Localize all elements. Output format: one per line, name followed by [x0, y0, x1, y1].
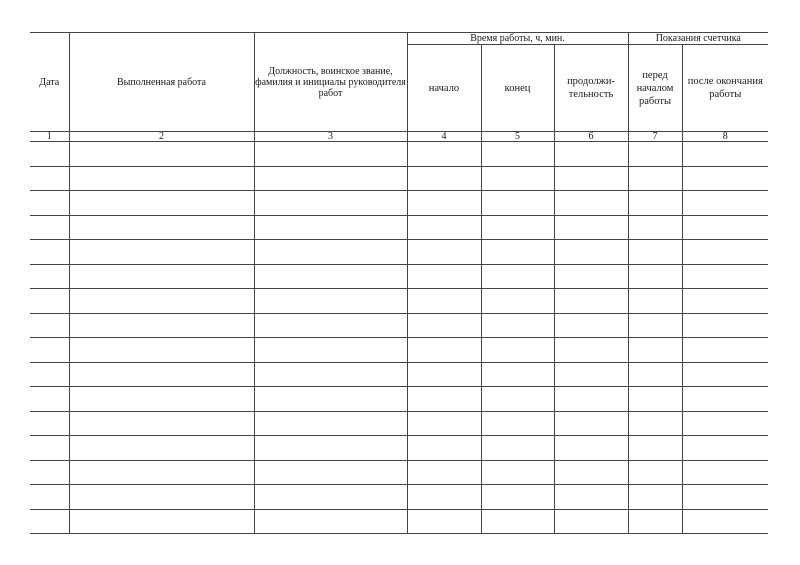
table-cell[interactable]: [554, 411, 628, 436]
table-cell[interactable]: [254, 460, 407, 485]
table-cell[interactable]: [682, 436, 768, 461]
table-cell[interactable]: [554, 509, 628, 534]
table-cell[interactable]: [69, 313, 254, 338]
table-cell[interactable]: [254, 142, 407, 167]
table-row: [30, 313, 768, 338]
table-cell[interactable]: [407, 338, 481, 363]
table-cell[interactable]: [69, 411, 254, 436]
work-log-table: [30, 32, 768, 534]
table-cell[interactable]: [407, 436, 481, 461]
table-cell[interactable]: [628, 215, 682, 240]
table-cell[interactable]: [407, 485, 481, 510]
table-row: [30, 215, 768, 240]
table-row: [30, 436, 768, 461]
table-cell[interactable]: [30, 509, 69, 534]
table-cell[interactable]: [481, 460, 554, 485]
table-cell[interactable]: [554, 191, 628, 216]
header-time-group: Время работы, ч, мин.: [407, 33, 628, 45]
table-cell[interactable]: [682, 142, 768, 167]
table-row: [30, 485, 768, 510]
table-cell[interactable]: [254, 191, 407, 216]
table-row: [30, 240, 768, 265]
table-cell[interactable]: [682, 313, 768, 338]
table-cell[interactable]: [30, 485, 69, 510]
table-cell[interactable]: [407, 142, 481, 167]
table-cell[interactable]: [628, 191, 682, 216]
table-cell[interactable]: [69, 166, 254, 191]
table-cell[interactable]: [69, 436, 254, 461]
table-cell[interactable]: [682, 411, 768, 436]
table-row: [30, 460, 768, 485]
table-cell[interactable]: [554, 289, 628, 314]
table-cell[interactable]: [407, 191, 481, 216]
column-number: 7: [628, 132, 682, 142]
table-body: [30, 142, 768, 534]
table-cell[interactable]: [481, 191, 554, 216]
table-cell[interactable]: [682, 460, 768, 485]
table-cell[interactable]: [69, 215, 254, 240]
table-cell[interactable]: [628, 485, 682, 510]
table-cell[interactable]: [682, 289, 768, 314]
table-cell[interactable]: [254, 509, 407, 534]
table-cell[interactable]: [682, 166, 768, 191]
table-cell[interactable]: [554, 485, 628, 510]
table-cell[interactable]: [682, 215, 768, 240]
column-number-row: [30, 132, 768, 142]
table-cell[interactable]: [554, 338, 628, 363]
table-cell[interactable]: [30, 264, 69, 289]
table-cell[interactable]: [481, 313, 554, 338]
table-cell[interactable]: [682, 485, 768, 510]
table-cell[interactable]: [254, 240, 407, 265]
header-start: начало: [407, 45, 481, 132]
table-cell[interactable]: [254, 289, 407, 314]
table-cell[interactable]: [254, 215, 407, 240]
table-cell[interactable]: [554, 313, 628, 338]
table-cell[interactable]: [30, 338, 69, 363]
table-cell[interactable]: [254, 338, 407, 363]
table-cell[interactable]: [481, 485, 554, 510]
table-cell[interactable]: [407, 313, 481, 338]
table-cell[interactable]: [407, 411, 481, 436]
header-counter-group: Показания счетчика: [628, 33, 768, 45]
table-cell[interactable]: [30, 460, 69, 485]
header-counter-after: после окончания работы: [682, 45, 768, 132]
table-row: [30, 191, 768, 216]
table-row: [30, 289, 768, 314]
table-cell[interactable]: [30, 289, 69, 314]
header-work-done: Выполненная работа: [69, 33, 254, 132]
table-cell[interactable]: [481, 411, 554, 436]
table-row: [30, 264, 768, 289]
table-cell[interactable]: [30, 191, 69, 216]
table-cell[interactable]: [481, 289, 554, 314]
table-cell[interactable]: [69, 362, 254, 387]
table-cell[interactable]: [481, 264, 554, 289]
table-cell[interactable]: [682, 240, 768, 265]
column-number: 8: [682, 132, 768, 142]
table-cell[interactable]: [407, 240, 481, 265]
table-cell[interactable]: [481, 215, 554, 240]
table-cell[interactable]: [30, 166, 69, 191]
table-cell[interactable]: [30, 240, 69, 265]
table-cell[interactable]: [407, 264, 481, 289]
table-cell[interactable]: [682, 387, 768, 412]
column-number: 6: [554, 132, 628, 142]
table-cell[interactable]: [69, 191, 254, 216]
table-cell[interactable]: [69, 387, 254, 412]
table-cell[interactable]: [628, 166, 682, 191]
table-cell[interactable]: [69, 485, 254, 510]
table-cell[interactable]: [481, 338, 554, 363]
table-cell[interactable]: [254, 362, 407, 387]
table-cell[interactable]: [69, 338, 254, 363]
column-number: 3: [254, 132, 407, 142]
table-cell[interactable]: [628, 142, 682, 167]
table-cell[interactable]: [30, 362, 69, 387]
table-cell[interactable]: [628, 436, 682, 461]
table-cell[interactable]: [69, 142, 254, 167]
table-cell[interactable]: [407, 289, 481, 314]
column-number: 4: [407, 132, 481, 142]
table-cell[interactable]: [69, 509, 254, 534]
table-cell[interactable]: [628, 509, 682, 534]
table-row: [30, 142, 768, 167]
table-cell[interactable]: [554, 142, 628, 167]
table-cell[interactable]: [481, 240, 554, 265]
table-cell[interactable]: [254, 387, 407, 412]
table-cell[interactable]: [554, 460, 628, 485]
table-cell[interactable]: [407, 509, 481, 534]
table-cell[interactable]: [69, 240, 254, 265]
column-number: 2: [69, 132, 254, 142]
table-row: [30, 166, 768, 191]
table-cell[interactable]: [407, 460, 481, 485]
table-cell[interactable]: [628, 264, 682, 289]
header-supervisor: Должность, воинское звание, фамилия и инициалы руководителя работ: [254, 33, 407, 132]
table-cell[interactable]: [30, 313, 69, 338]
table-cell[interactable]: [628, 411, 682, 436]
table-cell[interactable]: [30, 215, 69, 240]
table-cell[interactable]: [554, 240, 628, 265]
table-cell[interactable]: [254, 411, 407, 436]
header-duration: продолжи-тельность: [554, 45, 628, 132]
table-cell[interactable]: [254, 264, 407, 289]
table-cell[interactable]: [254, 166, 407, 191]
table-cell[interactable]: [481, 509, 554, 534]
table-cell[interactable]: [554, 215, 628, 240]
table-row: [30, 411, 768, 436]
header-end: конец: [481, 45, 554, 132]
table-cell[interactable]: [481, 362, 554, 387]
table-cell[interactable]: [407, 362, 481, 387]
table-cell[interactable]: [407, 215, 481, 240]
table-cell[interactable]: [554, 436, 628, 461]
table-cell[interactable]: [30, 142, 69, 167]
column-number: 5: [481, 132, 554, 142]
table-cell[interactable]: [481, 142, 554, 167]
table-cell[interactable]: [254, 436, 407, 461]
table-cell[interactable]: [682, 338, 768, 363]
table-row: [30, 387, 768, 412]
table-cell[interactable]: [682, 509, 768, 534]
table-cell[interactable]: [69, 264, 254, 289]
table-cell[interactable]: [682, 362, 768, 387]
column-number: 1: [30, 132, 69, 142]
table-cell[interactable]: [628, 240, 682, 265]
table-cell[interactable]: [628, 387, 682, 412]
table-cell[interactable]: [30, 436, 69, 461]
table-row: [30, 509, 768, 534]
table-cell[interactable]: [682, 264, 768, 289]
table-cell[interactable]: [628, 338, 682, 363]
table-cell[interactable]: [481, 436, 554, 461]
table-cell[interactable]: [554, 166, 628, 191]
table-row: [30, 362, 768, 387]
header-counter-before: перед началом работы: [628, 45, 682, 132]
table-cell[interactable]: [554, 264, 628, 289]
table-row: [30, 338, 768, 363]
header-date: Дата: [30, 33, 69, 132]
table-cell[interactable]: [554, 362, 628, 387]
table-cell[interactable]: [682, 191, 768, 216]
table-cell[interactable]: [407, 166, 481, 191]
table-cell[interactable]: [30, 387, 69, 412]
table-cell[interactable]: [628, 313, 682, 338]
table-cell[interactable]: [628, 289, 682, 314]
table-cell[interactable]: [628, 460, 682, 485]
table-cell[interactable]: [30, 411, 69, 436]
table-cell[interactable]: [254, 313, 407, 338]
table-cell[interactable]: [69, 460, 254, 485]
table-cell[interactable]: [407, 387, 481, 412]
table-cell[interactable]: [554, 387, 628, 412]
table-cell[interactable]: [481, 387, 554, 412]
table-cell[interactable]: [628, 362, 682, 387]
table-cell[interactable]: [69, 289, 254, 314]
table-cell[interactable]: [254, 485, 407, 510]
table-cell[interactable]: [481, 166, 554, 191]
